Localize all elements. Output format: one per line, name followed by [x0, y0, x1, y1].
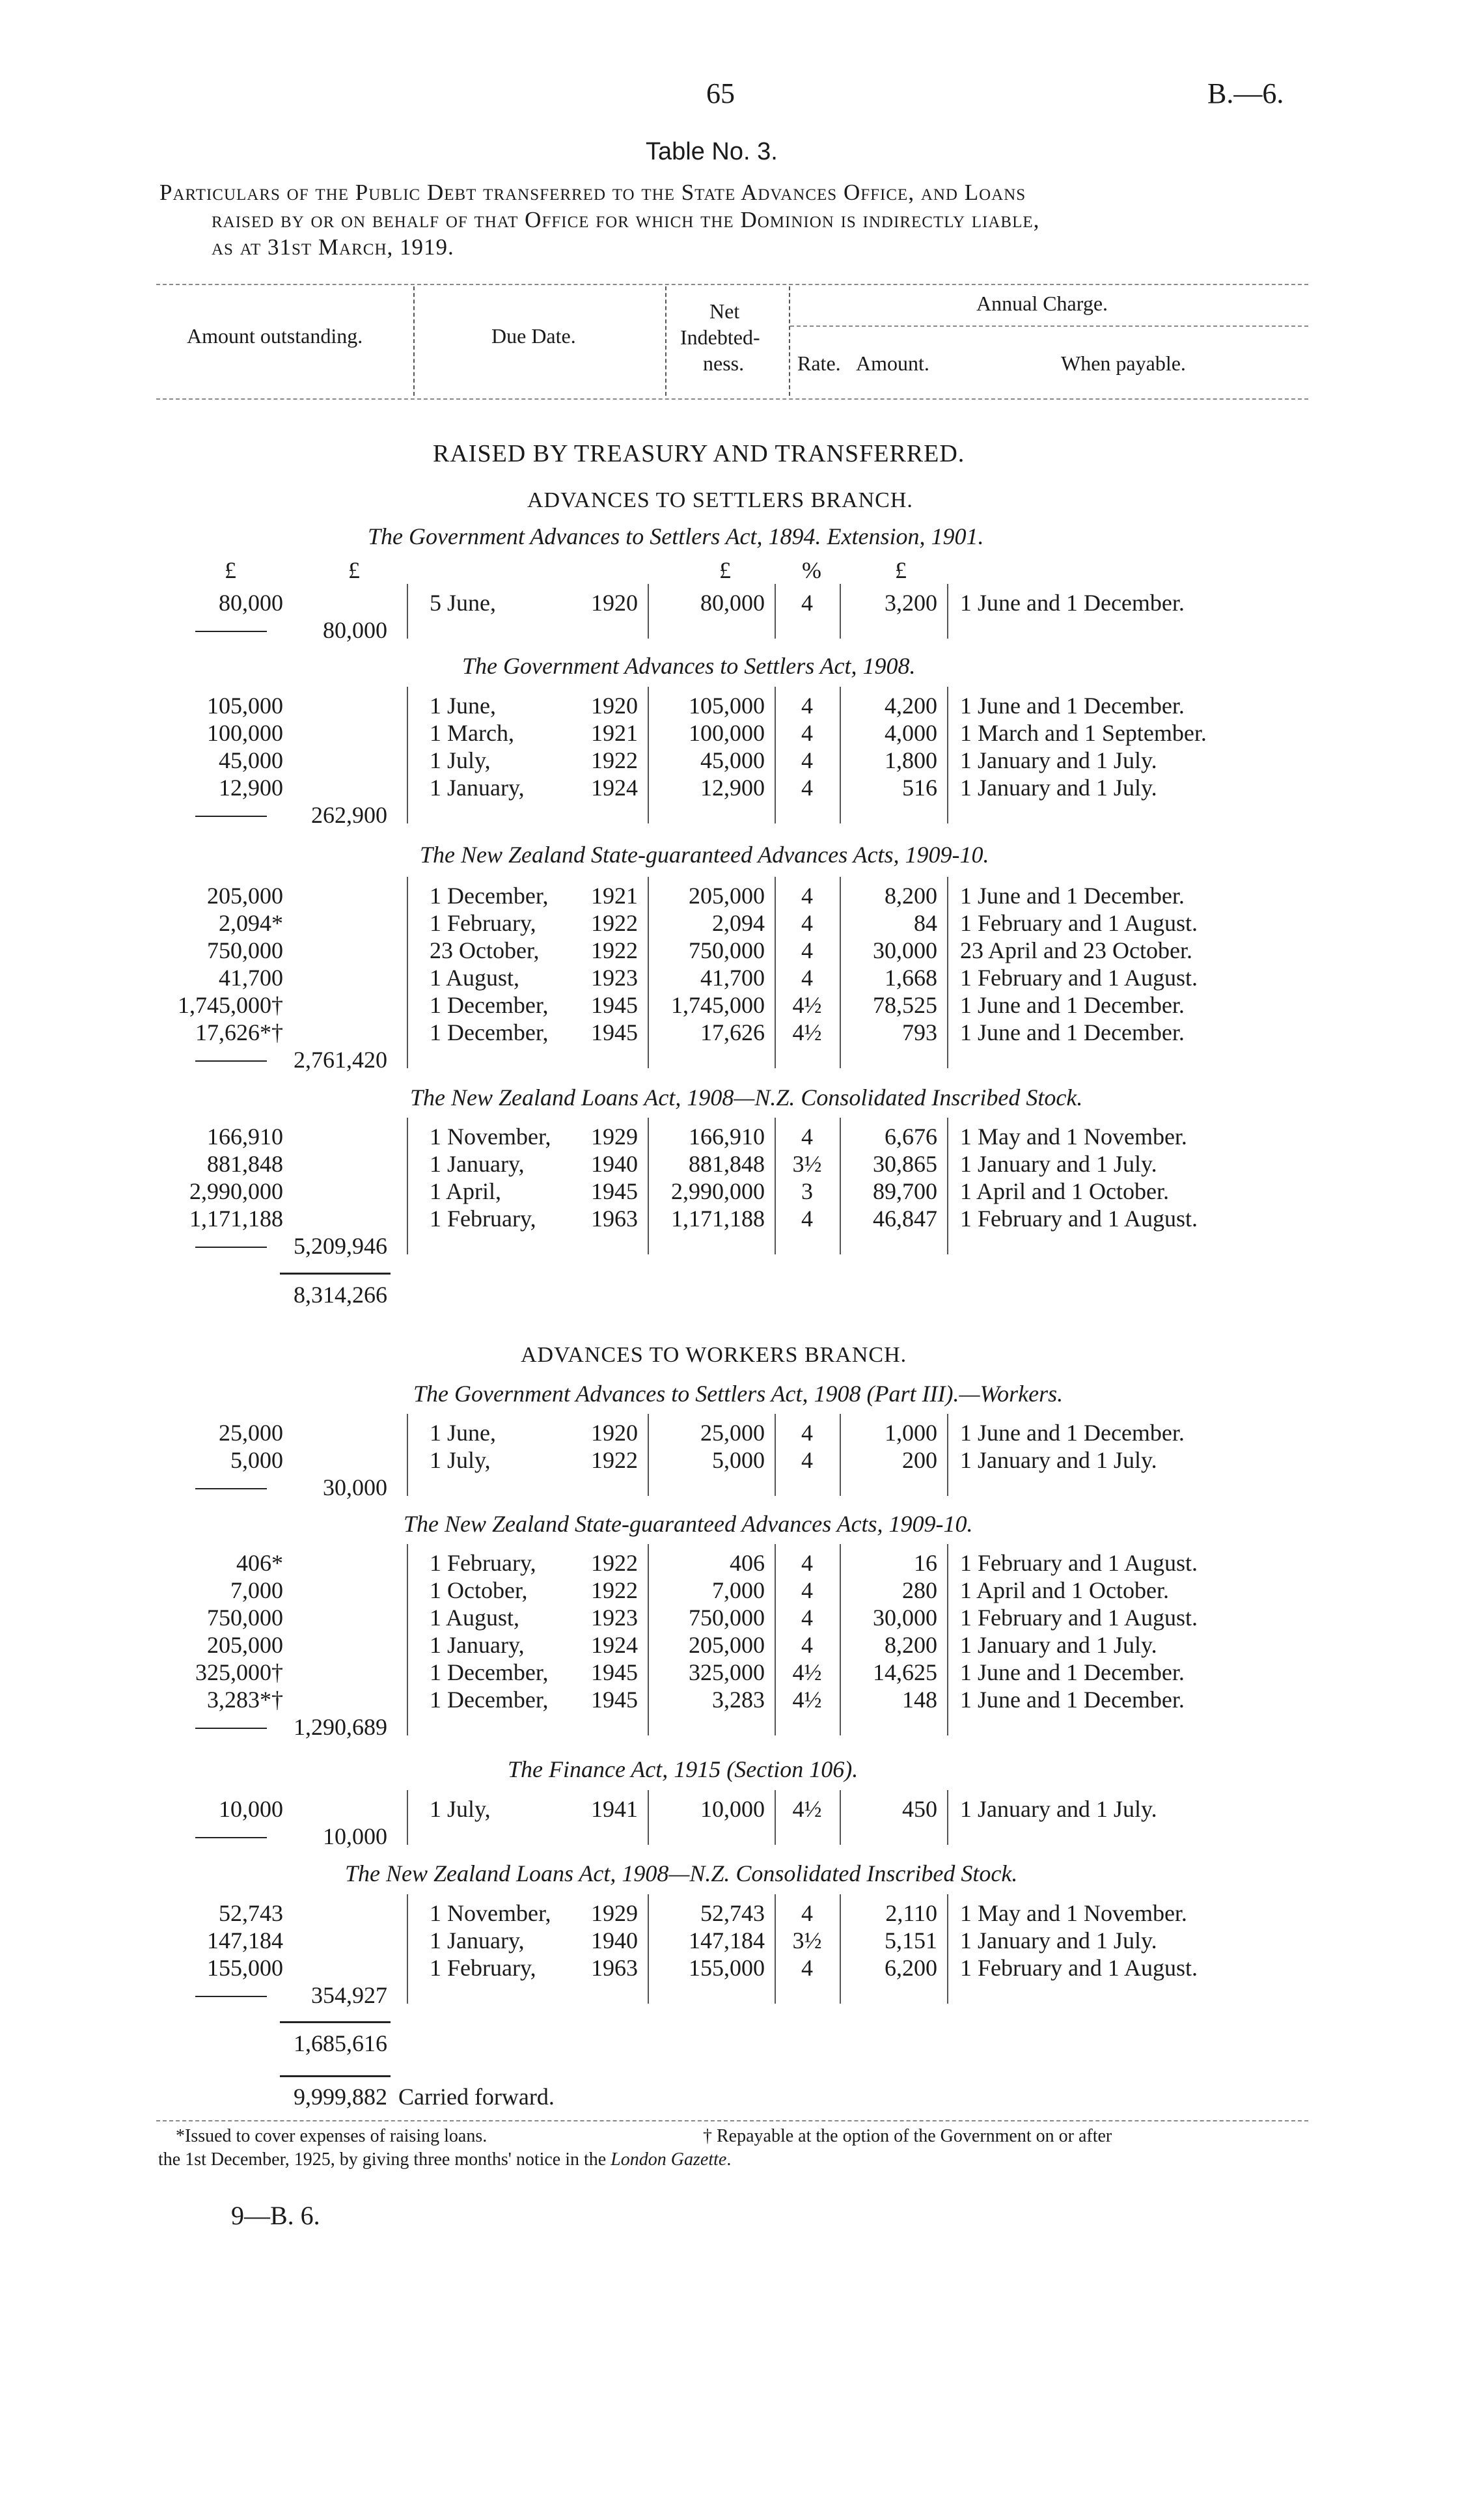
annual-amount-cell: 2,110	[885, 1900, 937, 1926]
annual-amount-cell: 450	[902, 1796, 937, 1822]
amount-outstanding-cell: 2,990,000	[189, 1178, 283, 1204]
amount-outstanding-cell: 12,900	[219, 775, 283, 801]
due-day-cell: 1 July,	[430, 1796, 491, 1822]
net-indebtedness-cell: 7,000	[712, 1577, 765, 1603]
net-indebtedness-cell: 406	[730, 1550, 765, 1576]
table-row	[0, 774, 1484, 803]
due-day-cell: 1 January,	[430, 1151, 525, 1177]
due-year-cell: 1920	[591, 1420, 638, 1446]
amount-outstanding-cell: 5,000	[230, 1447, 283, 1473]
table-title-line-1: Particulars of the Public Debt transferred to the State Advances Office, and Loans	[159, 180, 1026, 205]
due-year-cell: 1940	[591, 1151, 638, 1177]
column-header-rate: Rate.	[797, 352, 841, 375]
when-payable-cell: 1 January and 1 July.	[960, 1447, 1157, 1473]
branch-heading-settlers: ADVANCES TO SETTLERS BRANCH.	[527, 488, 913, 512]
amount-outstanding-cell: 147,184	[207, 1927, 283, 1954]
unit-row	[0, 557, 1484, 585]
footnote-gazette: London Gazette	[611, 2149, 727, 2170]
rate-cell: 4	[801, 747, 813, 773]
subtotal-cell: 262,900	[311, 802, 387, 828]
due-year-cell: 1929	[591, 1900, 638, 1926]
table-row	[0, 1795, 1484, 1824]
subtotal-row	[0, 616, 1484, 645]
due-year-cell: 1945	[591, 1178, 638, 1204]
main-heading: RAISED BY TREASURY AND TRANSFERRED.	[433, 440, 965, 467]
when-payable-cell: 1 June and 1 December.	[960, 1019, 1185, 1045]
annual-amount-cell: 5,151	[885, 1927, 937, 1954]
due-year-cell: 1940	[591, 1927, 638, 1954]
page-number: 65	[706, 77, 735, 109]
due-day-cell: 1 December,	[430, 1687, 549, 1713]
annual-amount-cell: 30,000	[873, 937, 937, 963]
when-payable-cell: 1 February and 1 August.	[960, 965, 1198, 991]
rate-cell: 4	[801, 1420, 813, 1446]
due-day-cell: 1 March,	[430, 720, 514, 746]
when-payable-cell: 1 May and 1 November.	[960, 1900, 1187, 1926]
header-top-rule	[156, 284, 1308, 285]
due-year-cell: 1922	[591, 747, 638, 773]
subtotal-cell: 1,290,689	[294, 1714, 387, 1740]
when-payable-cell: 1 February and 1 August.	[960, 1206, 1198, 1232]
rate-cell: 4	[801, 965, 813, 991]
table-row	[0, 1659, 1484, 1687]
subtotal-cell: 5,209,946	[294, 1233, 387, 1259]
due-day-cell: 1 January,	[430, 1927, 525, 1954]
due-year-cell: 1923	[591, 965, 638, 991]
table-row	[0, 719, 1484, 748]
annual-amount-cell: 148	[902, 1687, 937, 1713]
due-year-cell: 1920	[591, 590, 638, 616]
act-title: The New Zealand State-guaranteed Advances Acts, 1909-10.	[404, 1511, 973, 1537]
subtotal-cell: 30,000	[323, 1474, 387, 1500]
net-indebtedness-cell: 155,000	[689, 1955, 765, 1981]
due-day-cell: 1 November,	[430, 1900, 551, 1926]
rate-cell: 4	[801, 1447, 813, 1473]
annual-amount-cell: 6,676	[885, 1124, 937, 1150]
net-indebtedness-cell: 166,910	[689, 1124, 765, 1150]
when-payable-cell: 1 January and 1 July.	[960, 1632, 1157, 1658]
rate-cell: 4	[801, 590, 813, 616]
due-day-cell: 1 February,	[430, 1206, 536, 1232]
subtotal-row	[0, 1474, 1484, 1502]
rate-cell: 4½	[792, 992, 822, 1018]
net-indebtedness-cell: 45,000	[700, 747, 765, 773]
due-day-cell: 1 February,	[430, 1955, 536, 1981]
due-day-cell: 5 June,	[430, 590, 496, 616]
amount-outstanding-cell: 881,848	[207, 1151, 283, 1177]
amount-outstanding-cell: 166,910	[207, 1124, 283, 1150]
rate-cell: 3	[801, 1178, 813, 1204]
net-indebtedness-cell: 105,000	[689, 693, 765, 719]
due-day-cell: 1 August,	[430, 1605, 520, 1631]
annual-amount-cell: 14,625	[873, 1659, 937, 1685]
table-row	[0, 1178, 1484, 1206]
amount-outstanding-cell: 10,000	[219, 1796, 283, 1822]
subtotal-row	[0, 1823, 1484, 1851]
annual-amount-cell: 6,200	[885, 1955, 937, 1981]
subtotal-dash	[195, 1060, 267, 1062]
amount-outstanding-cell: 100,000	[207, 720, 283, 746]
table-row	[0, 1631, 1484, 1660]
due-year-cell: 1945	[591, 1019, 638, 1045]
annual-charge-rule	[790, 325, 1308, 327]
net-indebtedness-cell: 147,184	[689, 1927, 765, 1954]
when-payable-cell: 1 June and 1 December.	[960, 1420, 1185, 1446]
due-day-cell: 1 July,	[430, 747, 491, 773]
table-row	[0, 747, 1484, 775]
net-indebtedness-cell: 2,990,000	[671, 1178, 765, 1204]
net-indebtedness-cell: 100,000	[689, 720, 765, 746]
workers-branch-total: 1,685,616	[294, 2030, 387, 2056]
amount-outstanding-cell: 750,000	[207, 937, 283, 963]
total-rule	[280, 2021, 391, 2023]
amount-outstanding-cell: 2,094*	[219, 910, 283, 936]
due-year-cell: 1921	[591, 720, 638, 746]
rate-cell: 4½	[792, 1796, 822, 1822]
amount-outstanding-cell: 52,743	[219, 1900, 283, 1926]
subtotal-cell: 80,000	[323, 617, 387, 643]
net-indebtedness-cell: 52,743	[700, 1900, 765, 1926]
subtotal-dash	[195, 1247, 267, 1248]
amount-outstanding-cell: 80,000	[219, 590, 283, 616]
due-day-cell: 1 August,	[430, 965, 520, 991]
annual-amount-cell: 4,000	[885, 720, 937, 746]
when-payable-cell: 1 June and 1 December.	[960, 590, 1185, 616]
amount-outstanding-cell: 17,626*†	[195, 1019, 283, 1045]
subtotal-cell: 10,000	[323, 1823, 387, 1849]
subtotal-cell: 2,761,420	[294, 1047, 387, 1073]
column-header-when-payable: When payable.	[1061, 352, 1186, 375]
when-payable-cell: 1 January and 1 July.	[960, 1927, 1157, 1954]
rate-cell: 4	[801, 775, 813, 801]
annual-amount-cell: 516	[902, 775, 937, 801]
carried-forward-amount: 9,999,882	[294, 2084, 387, 2110]
table-row	[0, 1419, 1484, 1448]
table-row	[0, 1577, 1484, 1605]
due-day-cell: 1 July,	[430, 1447, 491, 1473]
column-header-net-indebtedness: Net	[709, 299, 740, 323]
when-payable-cell: 1 February and 1 August.	[960, 910, 1198, 936]
rate-cell: 4½	[792, 1687, 822, 1713]
header-divider	[789, 286, 790, 396]
due-year-cell: 1922	[591, 1550, 638, 1576]
annual-amount-cell: 200	[902, 1447, 937, 1473]
rate-cell: 4	[801, 1577, 813, 1603]
column-header-due-date: Due Date.	[491, 324, 576, 348]
when-payable-cell: 1 June and 1 December.	[960, 992, 1185, 1018]
net-indebtedness-cell: 80,000	[700, 590, 765, 616]
due-year-cell: 1924	[591, 775, 638, 801]
net-indebtedness-cell: 205,000	[689, 1632, 765, 1658]
rate-cell: 4	[801, 693, 813, 719]
due-year-cell: 1963	[591, 1206, 638, 1232]
due-day-cell: 1 October,	[430, 1577, 528, 1603]
annual-amount-cell: 1,668	[885, 965, 937, 991]
footnote-text: .	[726, 2149, 732, 2170]
table-row	[0, 692, 1484, 721]
column-header-annual-charge: Annual Charge.	[976, 292, 1108, 315]
annual-amount-cell: 280	[902, 1577, 937, 1603]
net-indebtedness-cell: 12,900	[700, 775, 765, 801]
act-title: The Government Advances to Settlers Act, 1908 (Part III).—Workers.	[413, 1381, 1064, 1407]
subtotal-dash	[195, 1996, 267, 1997]
footnote-dagger: † Repayable at the option of the Government on or after	[703, 2126, 1112, 2146]
due-day-cell: 1 December,	[430, 992, 549, 1018]
subtotal-row	[0, 801, 1484, 830]
footnote-text: the 1st December, 1925, by giving three months' notice in the	[158, 2149, 611, 2170]
when-payable-cell: 1 April and 1 October.	[960, 1577, 1169, 1603]
act-title: The New Zealand Loans Act, 1908—N.Z. Consolidated Inscribed Stock.	[345, 1860, 1018, 1886]
subtotal-dash	[195, 1728, 267, 1729]
subtotal-dash	[195, 816, 267, 817]
rate-cell: 4	[801, 1632, 813, 1658]
when-payable-cell: 1 February and 1 August.	[960, 1550, 1198, 1576]
when-payable-cell: 1 June and 1 December.	[960, 1687, 1185, 1713]
table-title-line-2: raised by or on behalf of that Office for which the Dominion is indirectly liable,	[212, 207, 1040, 232]
subtotal-cell: 354,927	[311, 1982, 387, 2008]
when-payable-cell: 1 June and 1 December.	[960, 1659, 1185, 1685]
table-row	[0, 1549, 1484, 1578]
table-row	[0, 964, 1484, 993]
due-year-cell: 1923	[591, 1605, 638, 1631]
due-day-cell: 1 February,	[430, 1550, 536, 1576]
due-day-cell: 1 January,	[430, 1632, 525, 1658]
table-row	[0, 1019, 1484, 1047]
when-payable-cell: 1 January and 1 July.	[960, 1796, 1157, 1822]
header-divider	[665, 286, 666, 396]
net-indebtedness-cell: 3,283	[712, 1687, 765, 1713]
amount-outstanding-cell: 325,000†	[195, 1659, 283, 1685]
annual-amount-cell: 1,000	[885, 1420, 937, 1446]
due-year-cell: 1929	[591, 1124, 638, 1150]
due-year-cell: 1945	[591, 1687, 638, 1713]
table-row	[0, 1604, 1484, 1633]
annual-amount-cell: 78,525	[873, 992, 937, 1018]
due-day-cell: 1 February,	[430, 910, 536, 936]
act-title: The Finance Act, 1915 (Section 106).	[508, 1756, 859, 1782]
rate-cell: 4	[801, 720, 813, 746]
annual-amount-cell: 3,200	[885, 590, 937, 616]
net-indebtedness-cell: 881,848	[689, 1151, 765, 1177]
due-year-cell: 1921	[591, 883, 638, 909]
table-row	[0, 1446, 1484, 1475]
due-day-cell: 1 December,	[430, 1659, 549, 1685]
due-year-cell: 1920	[591, 693, 638, 719]
table-title-line-3: as at 31st March, 1919.	[212, 234, 454, 260]
due-day-cell: 1 June,	[430, 693, 496, 719]
amount-outstanding-cell: 105,000	[207, 693, 283, 719]
signature-mark: 9—B. 6.	[231, 2201, 320, 2230]
total-rule	[280, 2075, 391, 2077]
table-row	[0, 1954, 1484, 1983]
rate-cell: 4	[801, 1605, 813, 1631]
annual-amount-cell: 1,800	[885, 747, 937, 773]
due-day-cell: 23 October,	[430, 937, 540, 963]
annual-amount-cell: 84	[914, 910, 937, 936]
table-row	[0, 1150, 1484, 1179]
due-year-cell: 1922	[591, 937, 638, 963]
amount-outstanding-cell: 45,000	[219, 747, 283, 773]
pound-unit: £	[895, 557, 907, 583]
due-year-cell: 1922	[591, 1577, 638, 1603]
due-year-cell: 1963	[591, 1955, 638, 1981]
when-payable-cell: 1 January and 1 July.	[960, 747, 1157, 773]
rate-cell: 4	[801, 1206, 813, 1232]
amount-outstanding-cell: 205,000	[207, 1632, 283, 1658]
annual-amount-cell: 89,700	[873, 1178, 937, 1204]
footnote-dagger-continued	[158, 2149, 731, 2170]
annual-amount-cell: 4,200	[885, 693, 937, 719]
column-header-net-indebtedness: Indebted-	[680, 325, 760, 349]
net-indebtedness-cell: 17,626	[700, 1019, 765, 1045]
carried-forward-label: Carried forward.	[398, 2084, 555, 2110]
rate-cell: 4	[801, 1900, 813, 1926]
annual-amount-cell: 16	[914, 1550, 937, 1576]
header-divider	[413, 286, 415, 396]
table-row	[0, 909, 1484, 938]
annual-amount-cell: 30,000	[873, 1605, 937, 1631]
net-indebtedness-cell: 325,000	[689, 1659, 765, 1685]
when-payable-cell: 1 April and 1 October.	[960, 1178, 1169, 1204]
due-day-cell: 1 April,	[430, 1178, 502, 1204]
rate-cell: 3½	[792, 1927, 822, 1954]
amount-outstanding-cell: 155,000	[207, 1955, 283, 1981]
when-payable-cell: 1 March and 1 September.	[960, 720, 1207, 746]
amount-outstanding-cell: 3,283*†	[207, 1687, 283, 1713]
rate-cell: 4	[801, 1955, 813, 1981]
when-payable-cell: 1 January and 1 July.	[960, 1151, 1157, 1177]
percent-unit: %	[802, 557, 821, 583]
annual-amount-cell: 8,200	[885, 1632, 937, 1658]
net-indebtedness-cell: 41,700	[700, 965, 765, 991]
amount-outstanding-cell: 1,171,188	[189, 1206, 283, 1232]
table-row	[0, 882, 1484, 911]
rate-cell: 3½	[792, 1151, 822, 1177]
rate-cell: 4	[801, 883, 813, 909]
act-title: The Government Advances to Settlers Act, 1894. Extension, 1901.	[368, 523, 984, 549]
subtotal-row	[0, 1232, 1484, 1261]
table-row	[0, 1927, 1484, 1955]
net-indebtedness-cell: 2,094	[712, 910, 765, 936]
settlers-branch-total: 8,314,266	[294, 1282, 387, 1308]
pound-unit: £	[719, 557, 731, 583]
amount-outstanding-cell: 7,000	[230, 1577, 283, 1603]
amount-outstanding-cell: 750,000	[207, 1605, 283, 1631]
amount-outstanding-cell: 205,000	[207, 883, 283, 909]
when-payable-cell: 1 May and 1 November.	[960, 1124, 1187, 1150]
net-indebtedness-cell: 25,000	[700, 1420, 765, 1446]
annual-amount-cell: 46,847	[873, 1206, 937, 1232]
column-header-amount: Amount.	[856, 352, 929, 375]
net-indebtedness-cell: 1,171,188	[671, 1206, 765, 1232]
rate-cell: 4	[801, 910, 813, 936]
table-row	[0, 589, 1484, 618]
when-payable-cell: 1 June and 1 December.	[960, 883, 1185, 909]
subtotal-dash	[195, 1837, 267, 1838]
footnote-rule	[156, 2120, 1308, 2121]
subtotal-dash	[195, 1488, 267, 1489]
net-indebtedness-cell: 10,000	[700, 1796, 765, 1822]
subtotal-row	[0, 1981, 1484, 2010]
when-payable-cell: 23 April and 23 October.	[960, 937, 1192, 963]
due-year-cell: 1922	[591, 910, 638, 936]
table-row	[0, 1205, 1484, 1234]
table-row	[0, 991, 1484, 1020]
rate-cell: 4	[801, 1550, 813, 1576]
header-bottom-rule	[156, 398, 1308, 400]
amount-outstanding-cell: 41,700	[219, 965, 283, 991]
amount-outstanding-cell: 25,000	[219, 1420, 283, 1446]
total-rule	[280, 1273, 391, 1275]
table-row	[0, 1123, 1484, 1152]
pound-unit: £	[225, 557, 236, 583]
column-header-amount-outstanding: Amount outstanding.	[187, 324, 363, 348]
due-year-cell: 1945	[591, 1659, 638, 1685]
due-year-cell: 1941	[591, 1796, 638, 1822]
due-year-cell: 1922	[591, 1447, 638, 1473]
subtotal-dash	[195, 631, 267, 632]
document-reference: B.—6.	[1207, 77, 1284, 109]
due-day-cell: 1 January,	[430, 775, 525, 801]
net-indebtedness-cell: 750,000	[689, 937, 765, 963]
rate-cell: 4	[801, 1124, 813, 1150]
column-header-net-indebtedness: ness.	[703, 352, 745, 375]
when-payable-cell: 1 January and 1 July.	[960, 775, 1157, 801]
pound-unit: £	[348, 557, 360, 583]
due-day-cell: 1 December,	[430, 883, 549, 909]
branch-heading-workers: ADVANCES TO WORKERS BRANCH.	[521, 1343, 907, 1367]
annual-amount-cell: 30,865	[873, 1151, 937, 1177]
table-row	[0, 1686, 1484, 1715]
act-title: The New Zealand State-guaranteed Advances Acts, 1909-10.	[420, 842, 989, 868]
when-payable-cell: 1 June and 1 December.	[960, 693, 1185, 719]
amount-outstanding-cell: 406*	[236, 1550, 283, 1576]
rate-cell: 4	[801, 937, 813, 963]
annual-amount-cell: 793	[902, 1019, 937, 1045]
due-day-cell: 1 December,	[430, 1019, 549, 1045]
due-year-cell: 1945	[591, 992, 638, 1018]
when-payable-cell: 1 February and 1 August.	[960, 1605, 1198, 1631]
table-row	[0, 1899, 1484, 1928]
rate-cell: 4½	[792, 1019, 822, 1045]
act-title: The New Zealand Loans Act, 1908—N.Z. Consolidated Inscribed Stock.	[410, 1084, 1083, 1111]
due-day-cell: 1 November,	[430, 1124, 551, 1150]
when-payable-cell: 1 February and 1 August.	[960, 1955, 1198, 1981]
net-indebtedness-cell: 5,000	[712, 1447, 765, 1473]
act-title: The Government Advances to Settlers Act, 1908.	[462, 653, 916, 679]
due-day-cell: 1 June,	[430, 1420, 496, 1446]
net-indebtedness-cell: 205,000	[689, 883, 765, 909]
subtotal-row	[0, 1046, 1484, 1075]
rate-cell: 4½	[792, 1659, 822, 1685]
amount-outstanding-cell: 1,745,000†	[178, 992, 283, 1018]
net-indebtedness-cell: 1,745,000	[671, 992, 765, 1018]
net-indebtedness-cell: 750,000	[689, 1605, 765, 1631]
subtotal-row	[0, 1713, 1484, 1742]
annual-amount-cell: 8,200	[885, 883, 937, 909]
table-number: Table No. 3.	[646, 138, 778, 165]
table-row	[0, 937, 1484, 965]
footnote-star: *Issued to cover expenses of raising loans.	[176, 2126, 488, 2146]
due-year-cell: 1924	[591, 1632, 638, 1658]
